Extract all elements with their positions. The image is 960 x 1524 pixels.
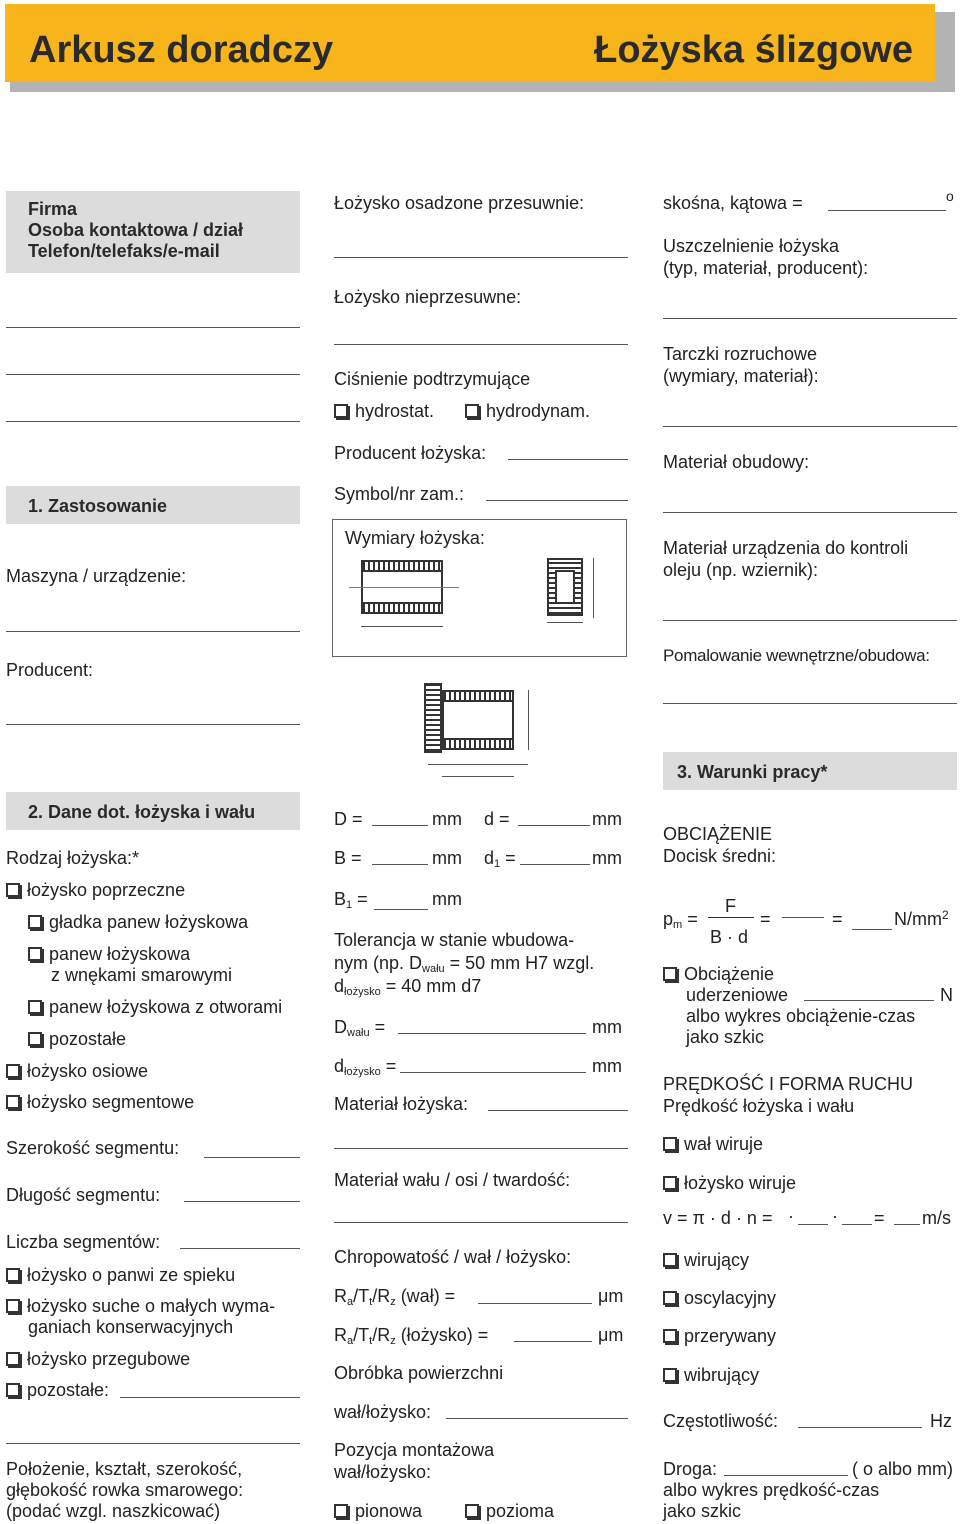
- producent-line[interactable]: [6, 724, 300, 725]
- wnekami-label-2: z wnękami smarowymi: [51, 965, 233, 985]
- material-walu-line[interactable]: [334, 1222, 628, 1223]
- pozycja-label-2: wał/łożysko:: [334, 1462, 432, 1482]
- droga-label: Droga:: [663, 1459, 718, 1479]
- pozostale2-option[interactable]: pozostałe:: [6, 1380, 109, 1401]
- Dwalu-field: $D_{wału}$ =: [334, 1017, 386, 1039]
- gladka-option[interactable]: gładka panew łożyskowa: [28, 912, 248, 933]
- kontrola-label-2: oleju (np. wziernik):: [663, 560, 819, 580]
- skosna-label: skośna, kątowa =: [663, 193, 803, 213]
- checkbox-icon[interactable]: [28, 915, 42, 929]
- przerywany-option[interactable]: przerywany: [663, 1326, 776, 1347]
- udar-option[interactable]: Obciążenie: [663, 964, 774, 985]
- wnekami-option[interactable]: panew łożyskowa: [28, 944, 190, 965]
- przegubowe-option[interactable]: łożysko przegubowe: [6, 1349, 190, 1370]
- checkbox-icon[interactable]: [465, 1504, 479, 1518]
- pozioma-option[interactable]: pozioma: [465, 1501, 554, 1522]
- Dwalu-line[interactable]: [398, 1033, 586, 1034]
- v-dot-2: ·: [832, 1206, 838, 1226]
- suche-label-2: ganiach konserwacyjnych: [28, 1317, 234, 1337]
- tarczki-label-2: (wymiary, materiał):: [663, 366, 819, 386]
- checkbox-icon[interactable]: [663, 1253, 677, 1267]
- lozwiruje-option[interactable]: łożysko wiruje: [663, 1173, 796, 1194]
- contact-line-3[interactable]: [6, 421, 300, 422]
- spieku-option[interactable]: łożysko o panwi ze spieku: [6, 1265, 235, 1286]
- udar-line[interactable]: [804, 1000, 934, 1001]
- eq-1: =: [760, 909, 771, 929]
- pozycja-label-1: Pozycja montażowa: [334, 1440, 495, 1460]
- suche-option[interactable]: łożysko suche o małych wyma-: [6, 1296, 275, 1317]
- droga-label-2: albo wykres prędkość-czas: [663, 1480, 880, 1500]
- v-unit: m/s: [922, 1208, 951, 1228]
- checkbox-icon[interactable]: [663, 1176, 677, 1190]
- szerokosc-label: Szerokość segmentu:: [6, 1138, 180, 1158]
- pomalowanie-label: Pomalowanie wewnętrzne/obudowa:: [663, 646, 930, 665]
- nieprzesuwne-label: Łożysko nieprzesuwne:: [334, 287, 522, 307]
- liczba-label: Liczba segmentów:: [6, 1232, 161, 1252]
- tarczki-line[interactable]: [663, 426, 957, 427]
- droga-line[interactable]: [724, 1475, 848, 1476]
- pozostale2-line[interactable]: [120, 1397, 300, 1398]
- cisnienie-label: Ciśnienie podtrzymujące: [334, 369, 531, 389]
- notes-line[interactable]: [6, 1443, 300, 1444]
- osiowe-option[interactable]: łożysko osiowe: [6, 1061, 148, 1082]
- eq-2: =: [832, 909, 843, 929]
- B1-field: $B_1$ =: [334, 889, 368, 911]
- checkbox-icon[interactable]: [6, 883, 20, 897]
- obudowa-label: Materiał obudowy:: [663, 452, 810, 472]
- symbol-line[interactable]: [486, 500, 628, 501]
- R-wal-unit: μm: [598, 1286, 624, 1306]
- hydrostat-option[interactable]: hydrostat.: [334, 401, 434, 422]
- checkbox-icon[interactable]: [28, 1032, 42, 1046]
- chropowatosc-label: Chropowatość / wał / łożysko:: [334, 1247, 572, 1267]
- F-numerator: F: [725, 896, 736, 916]
- B1-unit: mm: [432, 889, 462, 909]
- section-1-header: [6, 486, 300, 524]
- pm-result-line[interactable]: [852, 929, 892, 930]
- d1-line[interactable]: [520, 864, 590, 865]
- v-dot: ·: [788, 1206, 794, 1226]
- Bd-denominator: B · d: [710, 927, 749, 947]
- otworami-option[interactable]: panew łożyskowa z otworami: [28, 997, 282, 1018]
- header-banner: [5, 4, 935, 82]
- polozenie-label-1: Położenie, kształt, szerokość,: [6, 1459, 243, 1479]
- R-loz-line[interactable]: [514, 1341, 592, 1342]
- checkbox-icon[interactable]: [6, 1299, 20, 1313]
- checkbox-icon[interactable]: [6, 1383, 20, 1397]
- czestotliwosc-unit: Hz: [930, 1411, 952, 1431]
- material-lozyska-line[interactable]: [488, 1110, 628, 1111]
- D-unit: mm: [432, 809, 462, 829]
- tolerancja-label-3: $d_{łożysko} = 40$ mm d7: [334, 976, 482, 998]
- d-unit: mm: [592, 809, 622, 829]
- predkosc-heading: PRĘDKOŚĆ I FORMA RUCHU: [663, 1074, 914, 1094]
- checkbox-icon[interactable]: [6, 1268, 20, 1282]
- producent-label: Producent:: [6, 660, 94, 680]
- checkbox-icon[interactable]: [465, 404, 479, 418]
- checkbox-icon[interactable]: [6, 1064, 20, 1078]
- doc-title: Arkusz doradczy: [29, 29, 334, 71]
- pm-unit: $N/mm^2$: [894, 908, 949, 929]
- dlozysko-line[interactable]: [400, 1072, 586, 1073]
- obrobka-label: Obróbka powierzchni: [334, 1363, 504, 1383]
- dlozysko-field: $d_{łożysko}$ =: [334, 1056, 397, 1078]
- liczba-line[interactable]: [180, 1248, 300, 1249]
- degree-symbol: o: [946, 188, 954, 204]
- dimensions-frame: [332, 519, 627, 657]
- droga-label-3: jako szkic: [663, 1501, 742, 1521]
- przesuwnie-line[interactable]: [334, 257, 628, 258]
- checkbox-icon[interactable]: [6, 1352, 20, 1366]
- walloz-line[interactable]: [446, 1418, 628, 1419]
- checkbox-icon[interactable]: [6, 1095, 20, 1109]
- v-result-line[interactable]: [894, 1224, 920, 1225]
- docisk-label: Docisk średni:: [663, 846, 777, 866]
- skosna-line[interactable]: [828, 210, 946, 211]
- checkbox-icon[interactable]: [28, 947, 42, 961]
- d-field: d =: [484, 809, 510, 829]
- uszczelnienie-line[interactable]: [663, 318, 957, 319]
- d1-unit: mm: [592, 848, 622, 868]
- pionowa-option[interactable]: pionowa: [334, 1501, 422, 1522]
- udar-unit: N: [940, 985, 953, 1005]
- obciazenie-heading: OBCIĄŻENIE: [663, 824, 773, 844]
- R-loz-field: $R_a/T_t/R_z$ (łożysko) =: [334, 1325, 489, 1347]
- wibrujacy-option[interactable]: wibrujący: [663, 1365, 759, 1386]
- checkbox-icon[interactable]: [334, 404, 348, 418]
- uszczelnienie-label-2: (typ, materiał, producent):: [663, 258, 869, 278]
- pm-label: $p_m$ =: [663, 909, 698, 931]
- checkbox-icon[interactable]: [663, 967, 677, 981]
- walloz-label: wał/łożysko:: [334, 1402, 432, 1422]
- material-lozyska-label: Materiał łożyska:: [334, 1094, 469, 1114]
- contact-line-2[interactable]: [6, 374, 300, 375]
- material-walu-label: Materiał wału / osi / twardość:: [334, 1170, 571, 1190]
- tolerancja-label-1: Tolerancja w stanie wbudowa-: [334, 930, 575, 950]
- czestotliwosc-label: Częstotliwość:: [663, 1411, 779, 1431]
- osoba-label: Osoba kontaktowa / dział: [28, 220, 244, 240]
- section-1-title: 1. Zastosowanie: [28, 496, 168, 516]
- walwiruje-option[interactable]: wał wiruje: [663, 1134, 763, 1155]
- nieprzesuwne-line[interactable]: [334, 344, 628, 345]
- checkbox-icon[interactable]: [663, 1137, 677, 1151]
- maszyna-line[interactable]: [6, 631, 300, 632]
- telefon-label: Telefon/telefaks/e-mail: [28, 241, 220, 261]
- tarczki-label-1: Tarczki rozruchowe: [663, 344, 818, 364]
- checkbox-icon[interactable]: [663, 1368, 677, 1382]
- dlugosc-label: Długość segmentu:: [6, 1185, 161, 1205]
- contact-line-1[interactable]: [6, 327, 300, 328]
- doc-subtitle: Łożyska ślizgowe: [594, 29, 913, 71]
- pm-frac-line[interactable]: [782, 917, 824, 918]
- D-line[interactable]: [372, 825, 428, 826]
- hydrodynam-option[interactable]: hydrodynam.: [465, 401, 590, 422]
- droga-unit: ( o albo mm): [852, 1459, 954, 1479]
- section-2-title: 2. Dane dot. łożyska i wału: [28, 802, 256, 822]
- contact-box: [6, 191, 300, 273]
- firma-label: Firma: [28, 199, 78, 219]
- v-formula: v = π · d · n =: [663, 1208, 773, 1228]
- dlozysko-unit: mm: [592, 1056, 622, 1076]
- material-lozyska-line-2[interactable]: [334, 1148, 628, 1149]
- udar-label-4: jako szkic: [686, 1027, 765, 1047]
- maszyna-label: Maszyna / urządzenie:: [6, 566, 187, 586]
- checkbox-icon[interactable]: [663, 1329, 677, 1343]
- checkbox-icon[interactable]: [28, 1000, 42, 1014]
- B-field: B =: [334, 848, 362, 868]
- tolerancja-label-2: nym (np. $D_{wału} = 50$ mm H7 wzgl.: [334, 953, 595, 975]
- d1-field: $d_1$ =: [484, 848, 516, 870]
- uszczelnienie-label-1: Uszczelnienie łożyska: [663, 236, 840, 256]
- D-field: D =: [334, 809, 363, 829]
- rodzaj-label: Rodzaj łożyska:*: [6, 848, 140, 868]
- fraction-bar: [708, 917, 754, 918]
- section-3-title: 3. Warunki pracy*: [677, 762, 828, 782]
- section-2-header: [6, 792, 300, 830]
- przesuwnie-label: Łożysko osadzone przesuwnie:: [334, 193, 585, 213]
- dlugosc-line[interactable]: [184, 1201, 300, 1202]
- R-wal-field: $R_a/T_t/R_z$ (wał) =: [334, 1286, 456, 1308]
- pozostale-option[interactable]: pozostałe: [28, 1029, 126, 1050]
- kontrola-line[interactable]: [663, 620, 957, 621]
- polozenie-label-2: głębokość rowka smarowego:: [6, 1480, 244, 1500]
- section-3-header: [663, 752, 957, 790]
- wirujacy-option[interactable]: wirujący: [663, 1250, 749, 1271]
- symbol-label: Symbol/nr zam.:: [334, 484, 465, 504]
- B-line[interactable]: [372, 864, 428, 865]
- producent-lozyska-label: Producent łożyska:: [334, 443, 487, 463]
- checkbox-icon[interactable]: [334, 1504, 348, 1518]
- udar-label-3: albo wykres obciążenie-czas: [686, 1006, 916, 1026]
- v-line-1[interactable]: [798, 1224, 828, 1225]
- B-unit: mm: [432, 848, 462, 868]
- Dwalu-unit: mm: [592, 1017, 622, 1037]
- v-eq: =: [874, 1208, 885, 1228]
- pomalowanie-line[interactable]: [663, 703, 957, 704]
- segmentowe-option[interactable]: łożysko segmentowe: [6, 1092, 194, 1113]
- czestotliwosc-line[interactable]: [798, 1427, 922, 1428]
- producent-lozyska-line[interactable]: [508, 459, 628, 460]
- wymiary-label: Wymiary łożyska:: [345, 528, 485, 548]
- obudowa-line[interactable]: [663, 512, 957, 513]
- poprzeczne-option[interactable]: łożysko poprzeczne: [6, 880, 185, 901]
- kontrola-label-1: Materiał urządzenia do kontroli: [663, 538, 909, 558]
- oscylacyjny-option[interactable]: oscylacyjny: [663, 1288, 776, 1309]
- v-line-2[interactable]: [842, 1224, 872, 1225]
- R-wal-line[interactable]: [478, 1303, 592, 1304]
- udar-label-2: uderzeniowe: [686, 985, 789, 1005]
- szerokosc-line[interactable]: [204, 1157, 300, 1158]
- d-line[interactable]: [518, 825, 590, 826]
- predkosc-label: Prędkość łożyska i wału: [663, 1096, 855, 1116]
- polozenie-label-3: (podać wzgl. naszkicować): [6, 1501, 221, 1521]
- R-loz-unit: μm: [598, 1325, 624, 1345]
- B1-line[interactable]: [374, 909, 428, 910]
- checkbox-icon[interactable]: [663, 1291, 677, 1305]
